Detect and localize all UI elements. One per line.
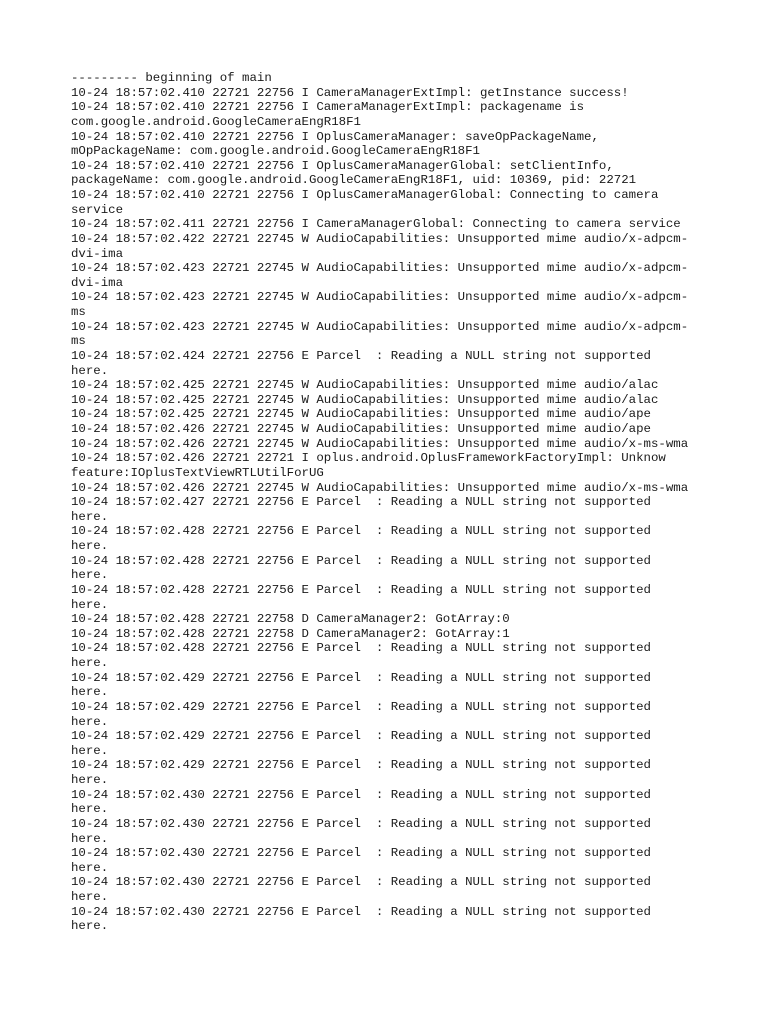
log-line: 10-24 18:57:02.422 22721 22745 W AudioCapabilities: Unsupported mime audio/x-adpcm- — [71, 231, 689, 246]
log-line: 10-24 18:57:02.428 22721 22758 D CameraManager2: GotArray:0 — [71, 612, 510, 627]
log-line: feature:IOplusTextViewRTLUtilForUG — [71, 465, 324, 480]
log-line: here. — [71, 860, 109, 875]
log-line: 10-24 18:57:02.430 22721 22756 E Parcel : Reading a NULL string not supported — [71, 904, 651, 919]
log-line: 10-24 18:57:02.425 22721 22745 W AudioCapabilities: Unsupported mime audio/alac — [71, 378, 659, 393]
log-line: 10-24 18:57:02.423 22721 22745 W AudioCapabilities: Unsupported mime audio/x-adpcm- — [71, 319, 689, 334]
log-line: 10-24 18:57:02.428 22721 22756 E Parcel : Reading a NULL string not supported — [71, 582, 651, 597]
log-line: 10-24 18:57:02.424 22721 22756 E Parcel : Reading a NULL string not supported — [71, 348, 651, 363]
log-line: 10-24 18:57:02.429 22721 22756 E Parcel : Reading a NULL string not supported — [71, 699, 651, 714]
log-line: 10-24 18:57:02.411 22721 22756 I CameraManagerGlobal: Connecting to camera service — [71, 217, 681, 232]
log-line: 10-24 18:57:02.410 22721 22756 I CameraManagerExtImpl: packagename is — [71, 100, 585, 115]
log-line: dvi-ima — [71, 275, 124, 290]
log-line: 10-24 18:57:02.410 22721 22756 I CameraManagerExtImpl: getInstance success! — [71, 85, 629, 100]
log-line: here. — [71, 773, 109, 787]
log-line: here. — [71, 831, 109, 846]
log-line: 10-24 18:57:02.426 22721 22745 W AudioCapabilities: Unsupported mime audio/ape — [71, 422, 651, 436]
log-line: 10-24 18:57:02.430 22721 22756 E Parcel : Reading a NULL string not supported — [71, 846, 651, 861]
log-line: 10-24 18:57:02.429 22721 22756 E Parcel : Reading a NULL string not supported — [71, 758, 651, 773]
log-text — [71, 71, 721, 934]
log-line: 10-24 18:57:02.426 22721 22745 W AudioCapabilities: Unsupported mime audio/x-ms-wma — [71, 436, 689, 451]
log-line: com.google.android.GoogleCameraEngR18F1 — [71, 114, 361, 129]
log-line: 10-24 18:57:02.428 22721 22756 E Parcel : Reading a NULL string not supported — [71, 641, 651, 656]
log-line: --------- beginning of main — [71, 71, 272, 85]
log-line: 10-24 18:57:02.430 22721 22756 E Parcel : Reading a NULL string not supported — [71, 875, 651, 890]
log-line: 10-24 18:57:02.425 22721 22745 W AudioCapabilities: Unsupported mime audio/alac — [71, 392, 659, 407]
log-line: here. — [71, 890, 109, 904]
log-line: here. — [71, 656, 109, 670]
log-line: 10-24 18:57:02.429 22721 22756 E Parcel : Reading a NULL string not supported — [71, 670, 651, 685]
log-line: 10-24 18:57:02.425 22721 22745 W AudioCapabilities: Unsupported mime audio/ape — [71, 407, 651, 422]
log-line: here. — [71, 743, 109, 758]
log-line: packageName: com.google.android.GoogleCameraEngR18F1, uid: 10369, pid: 22721 — [71, 173, 637, 188]
log-line: here. — [71, 685, 109, 700]
log-line: ms — [71, 334, 86, 349]
log-line: here. — [71, 539, 109, 553]
log-line: 10-24 18:57:02.426 22721 22721 I oplus.android.OplusFrameworkFactoryImpl: Unknow — [71, 451, 666, 466]
log-line: service — [71, 202, 124, 217]
log-line: here. — [71, 802, 109, 817]
log-line: 10-24 18:57:02.427 22721 22756 E Parcel : Reading a NULL string not supported — [71, 495, 651, 510]
log-line: 10-24 18:57:02.428 22721 22758 D CameraManager2: GotArray:1 — [71, 626, 510, 641]
log-line: 10-24 18:57:02.410 22721 22756 I OplusCameraManager: saveOpPackageName, — [71, 129, 599, 144]
log-line: 10-24 18:57:02.410 22721 22756 I OplusCameraManagerGlobal: Connecting to camera — [71, 188, 659, 202]
log-line: 10-24 18:57:02.430 22721 22756 E Parcel : Reading a NULL string not supported — [71, 787, 651, 802]
log-line: dvi-ima — [71, 246, 124, 261]
log-line: 10-24 18:57:02.429 22721 22756 E Parcel : Reading a NULL string not supported — [71, 729, 651, 744]
log-line: here. — [71, 568, 109, 583]
log-line: 10-24 18:57:02.428 22721 22756 E Parcel : Reading a NULL string not supported — [71, 553, 651, 568]
log-line: ms — [71, 305, 86, 319]
log-line: here. — [71, 597, 109, 612]
log-line: 10-24 18:57:02.428 22721 22756 E Parcel : Reading a NULL string not supported — [71, 524, 651, 539]
log-line: 10-24 18:57:02.423 22721 22745 W AudioCapabilities: Unsupported mime audio/x-adpcm- — [71, 290, 689, 305]
log-line: mOpPackageName: com.google.android.GoogleCameraEngR18F1 — [71, 144, 480, 159]
log-line: 10-24 18:57:02.423 22721 22745 W AudioCapabilities: Unsupported mime audio/x-adpcm- — [71, 261, 689, 276]
log-line: here. — [71, 714, 109, 729]
log-line: 10-24 18:57:02.426 22721 22745 W AudioCapabilities: Unsupported mime audio/x-ms-wma — [71, 480, 689, 495]
log-line: 10-24 18:57:02.410 22721 22756 I OplusCameraManagerGlobal: setClientInfo, — [71, 158, 614, 173]
log-line: here. — [71, 363, 109, 378]
log-line: here. — [71, 509, 109, 524]
log-line: here. — [71, 919, 109, 934]
log-line: 10-24 18:57:02.430 22721 22756 E Parcel : Reading a NULL string not supported — [71, 816, 651, 831]
